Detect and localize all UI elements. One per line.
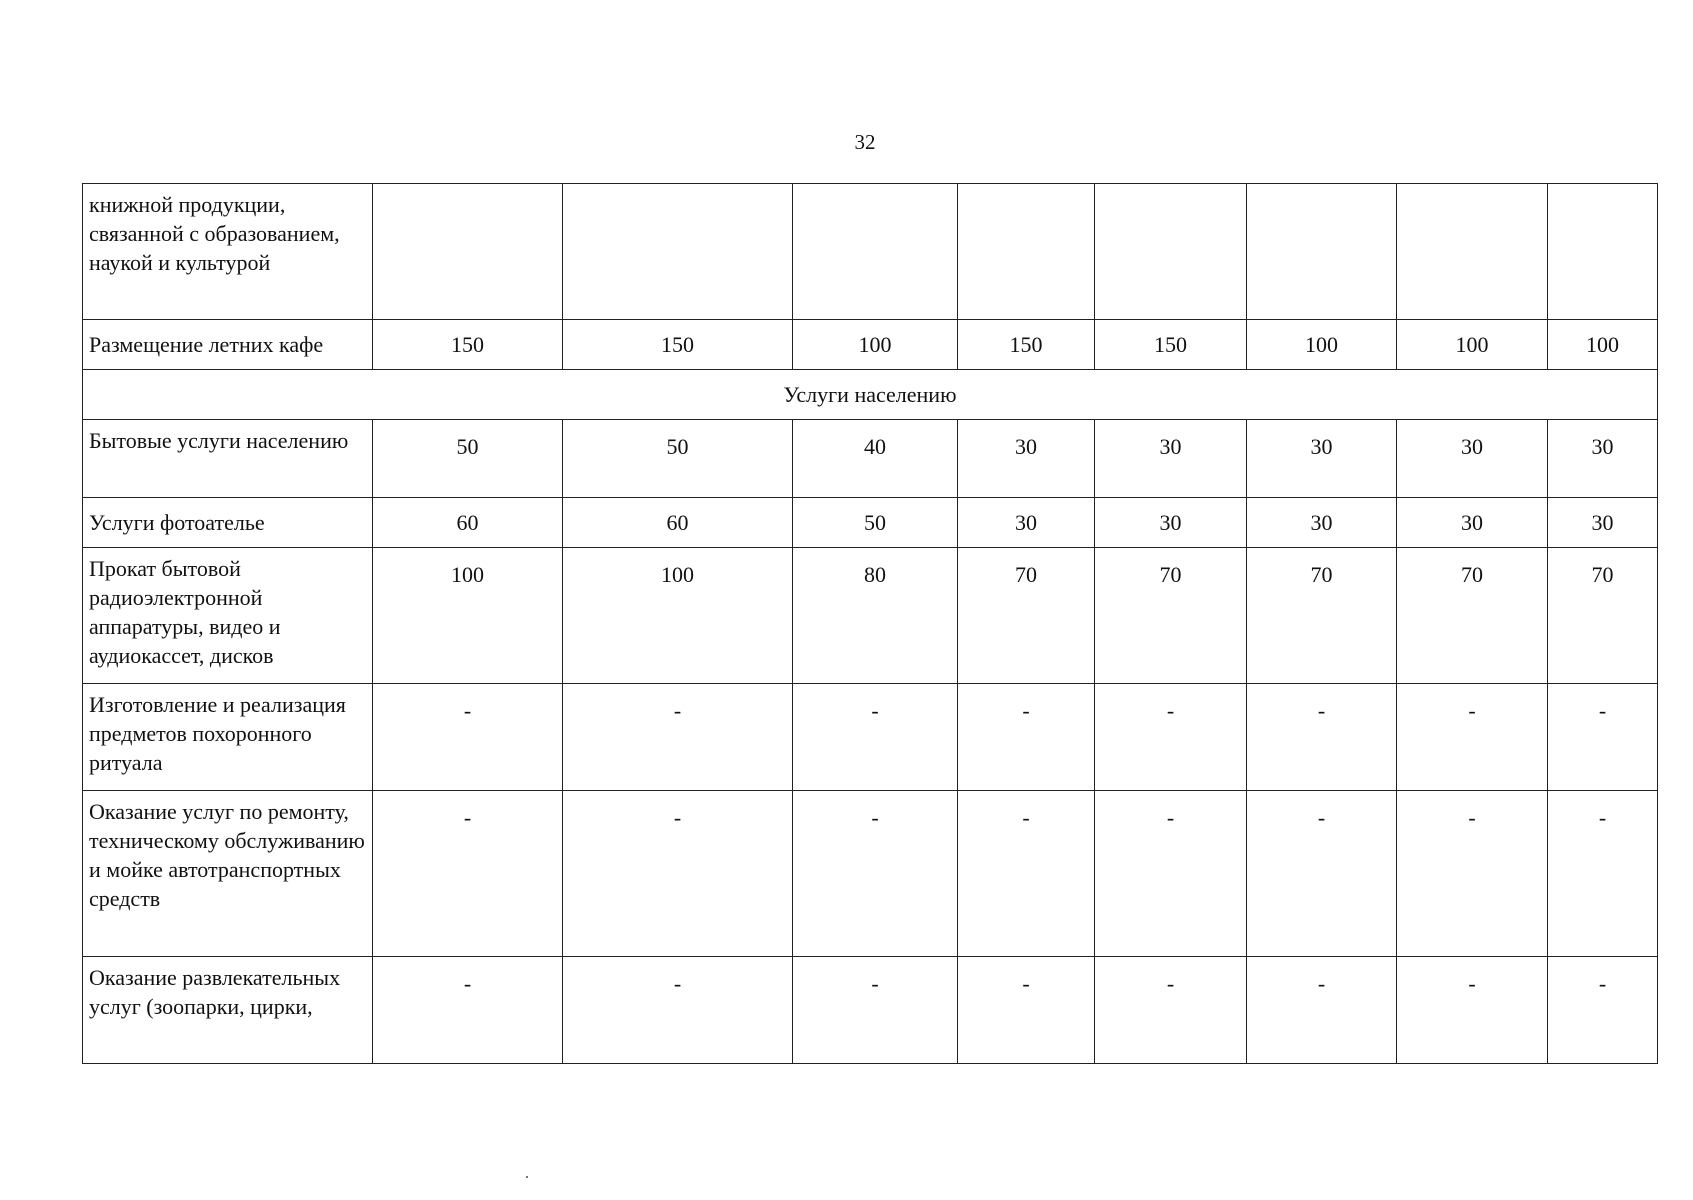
- table-row: [83, 320, 1658, 370]
- table-cell: -: [1095, 957, 1247, 1064]
- table-cell: 80: [793, 548, 958, 684]
- table-cell: 30: [1548, 420, 1658, 498]
- table-cell: 50: [373, 420, 563, 498]
- table-cell: 100: [373, 548, 563, 684]
- table-cell: 60: [373, 498, 563, 548]
- table-cell: [1397, 184, 1548, 320]
- table-row: [83, 548, 1658, 684]
- table-cell: 150: [373, 320, 563, 370]
- table-row: [83, 184, 1658, 320]
- table-cell: 70: [1247, 548, 1397, 684]
- table-cell: 30: [1397, 420, 1548, 498]
- row-label: Услуги фотоателье: [83, 498, 373, 548]
- table-cell: -: [1247, 684, 1397, 791]
- table-cell: 30: [1095, 420, 1247, 498]
- table-cell: 30: [958, 420, 1095, 498]
- table-cell: 100: [1548, 320, 1658, 370]
- table-cell: 70: [1548, 548, 1658, 684]
- table-cell: -: [1397, 684, 1548, 791]
- table-cell: -: [1397, 957, 1548, 1064]
- table-cell: 150: [1095, 320, 1247, 370]
- row-label: книжной продукции, связанной с образованием, наукой и культурой: [83, 184, 373, 320]
- row-label: Бытовые услуги населению: [83, 420, 373, 498]
- table-cell: 30: [1548, 498, 1658, 548]
- section-heading: Услуги населению: [83, 370, 1658, 420]
- table-row: [83, 420, 1658, 498]
- table-cell: 30: [1397, 498, 1548, 548]
- table-cell: 100: [793, 320, 958, 370]
- table-cell: 40: [793, 420, 958, 498]
- table-cell: -: [1548, 957, 1658, 1064]
- scan-artifact: [526, 1176, 528, 1178]
- row-label: Оказание услуг по ремонту, техническому обслуживанию и мойке автотранспортных средств: [83, 791, 373, 957]
- table-cell: -: [1548, 684, 1658, 791]
- table-cell: -: [958, 791, 1095, 957]
- table-cell: [373, 184, 563, 320]
- table-cell: -: [793, 957, 958, 1064]
- table-cell: -: [793, 791, 958, 957]
- section-row: [83, 370, 1658, 420]
- row-label: Изготовление и реализация предметов похоронного ритуала: [83, 684, 373, 791]
- table-cell: -: [1095, 791, 1247, 957]
- table-cell: -: [1548, 791, 1658, 957]
- row-label: Оказание развлекательных услуг (зоопарки, цирки,: [83, 957, 373, 1064]
- page-number: 32: [854, 130, 876, 154]
- table-cell: 50: [563, 420, 793, 498]
- table-cell: -: [793, 684, 958, 791]
- table-cell: -: [1095, 684, 1247, 791]
- table-cell: 50: [793, 498, 958, 548]
- table-cell: [563, 184, 793, 320]
- table-cell: -: [1397, 791, 1548, 957]
- table-cell: 150: [958, 320, 1095, 370]
- table-cell: [1095, 184, 1247, 320]
- table-cell: -: [563, 791, 793, 957]
- table-cell: 70: [1397, 548, 1548, 684]
- table-row: [83, 498, 1658, 548]
- table-cell: 60: [563, 498, 793, 548]
- table-cell: 100: [1247, 320, 1397, 370]
- table-cell: -: [373, 791, 563, 957]
- table-cell: -: [563, 957, 793, 1064]
- table-cell: -: [373, 684, 563, 791]
- table-row: [83, 791, 1658, 957]
- table-cell: 30: [1095, 498, 1247, 548]
- table-row: [83, 957, 1658, 1064]
- table-cell: 30: [1247, 420, 1397, 498]
- table-cell: 150: [563, 320, 793, 370]
- table-cell: [793, 184, 958, 320]
- table-cell: 100: [563, 548, 793, 684]
- table-cell: [1247, 184, 1397, 320]
- table-cell: 30: [1247, 498, 1397, 548]
- table-cell: -: [1247, 791, 1397, 957]
- table-cell: -: [958, 684, 1095, 791]
- table-cell: [958, 184, 1095, 320]
- tariff-table: [82, 183, 1658, 1064]
- table-cell: -: [563, 684, 793, 791]
- table-cell: 70: [958, 548, 1095, 684]
- table-cell: -: [1247, 957, 1397, 1064]
- row-label: Размещение летних кафе: [83, 320, 373, 370]
- table-cell: -: [373, 957, 563, 1064]
- table-cell: 30: [958, 498, 1095, 548]
- table-cell: [1548, 184, 1658, 320]
- table-cell: 70: [1095, 548, 1247, 684]
- row-label: Прокат бытовой радиоэлектронной аппаратуры, видео и аудиокассет, дисков: [83, 548, 373, 684]
- table-cell: -: [958, 957, 1095, 1064]
- table-cell: 100: [1397, 320, 1548, 370]
- table-row: [83, 684, 1658, 791]
